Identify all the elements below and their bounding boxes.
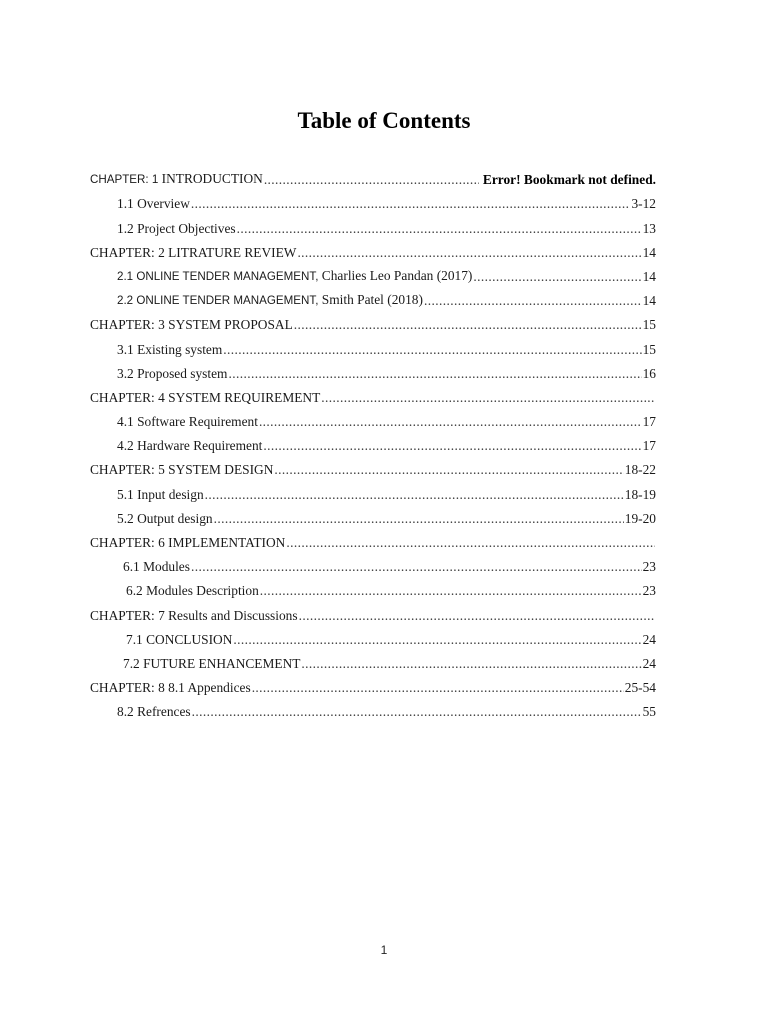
toc-entry-page: 25-54: [624, 680, 656, 696]
toc-entry-page: 23: [642, 583, 656, 599]
dot-leader: [473, 268, 641, 285]
toc-entry-2-2[interactable]: [90, 285, 656, 309]
toc-entry-chapter-7[interactable]: [90, 599, 656, 623]
toc-entry-label: CHAPTER: 2 LITRATURE REVIEW: [90, 244, 297, 260]
toc-entry-page: 14: [642, 244, 656, 260]
toc-entry-label: 7.2 FUTURE ENHANCEMENT: [123, 655, 301, 671]
toc-entry-chapter-8[interactable]: [90, 672, 656, 696]
toc-entry-label: 3.1 Existing system: [117, 341, 223, 357]
toc-entry-1-2[interactable]: [90, 212, 656, 236]
dot-leader: [259, 413, 642, 430]
dot-leader: [263, 437, 641, 454]
toc-entry-page: 16: [642, 365, 656, 381]
dot-leader: [252, 679, 624, 696]
toc-entry-page: 17: [642, 414, 656, 430]
toc-entry-page: 18-22: [624, 462, 656, 478]
page-title: Table of Contents: [297, 108, 471, 133]
toc-entry-label: 1.1 Overview: [117, 196, 190, 212]
dot-leader: [321, 389, 655, 406]
toc-entry-label: Smith Patel (2018): [318, 292, 423, 308]
toc-entry-page: 15: [642, 341, 656, 357]
toc-entry-page: 14: [642, 293, 656, 309]
dot-leader: [424, 292, 642, 309]
toc-entry-chapter-3[interactable]: [90, 309, 656, 333]
toc-entry-4-1[interactable]: [90, 406, 656, 430]
toc-entry-label: 4.2 Hardware Requirement: [117, 438, 263, 454]
toc-entry-7-1[interactable]: [90, 624, 656, 648]
toc-entry-label: INTRODUCTION: [158, 171, 263, 187]
toc-entry-label: 7.1 CONCLUSION: [126, 631, 233, 647]
toc-entry-label: CHAPTER: 5 SYSTEM DESIGN: [90, 462, 274, 478]
dot-leader: [260, 582, 642, 599]
toc-entry-3-2[interactable]: [90, 358, 656, 382]
dot-leader: [223, 341, 641, 358]
toc-entry-page: 14: [642, 268, 656, 284]
toc-entry-page: 17: [642, 438, 656, 454]
toc-entry-3-1[interactable]: [90, 333, 656, 357]
table-of-contents: [90, 164, 656, 720]
toc-entry-label: CHAPTER: 8 8.1 Appendices: [90, 680, 251, 696]
toc-entry-7-2[interactable]: [90, 648, 656, 672]
dot-leader: [294, 316, 642, 333]
dot-leader: [205, 486, 624, 503]
toc-entry-label: CHAPTER: 4 SYSTEM REQUIREMENT: [90, 389, 321, 405]
toc-entry-page: 18-19: [624, 486, 656, 502]
dot-leader: [214, 510, 624, 527]
toc-entry-prefix: 2.2 ONLINE TENDER MANAGEMENT,: [117, 294, 319, 308]
dot-leader: [237, 220, 642, 237]
toc-entry-6-2[interactable]: [90, 575, 656, 599]
toc-entry-label: CHAPTER: 6 IMPLEMENTATION: [90, 535, 286, 550]
dot-leader: [297, 244, 641, 261]
toc-entry-page: 24: [642, 655, 656, 671]
toc-entry-page: 24: [642, 631, 656, 647]
dot-leader: [191, 195, 631, 212]
toc-entry-label: 1.2 Project Objectives: [117, 220, 236, 236]
toc-entry-label: 8.2 Refrences: [117, 704, 191, 720]
toc-entry-1-1[interactable]: [90, 188, 656, 212]
dot-leader: [228, 365, 641, 382]
toc-entry-5-2[interactable]: [90, 503, 656, 527]
page-number: 1: [380, 943, 388, 957]
toc-entry-chapter-6[interactable]: [90, 527, 656, 551]
toc-entry-chapter-1[interactable]: [90, 164, 656, 188]
dot-leader: [264, 171, 479, 188]
toc-entry-page: 15: [642, 317, 656, 333]
dot-leader: [274, 461, 623, 478]
toc-entry-page-error: Error! Bookmark not defined.: [482, 172, 656, 188]
toc-entry-2-1[interactable]: [90, 261, 656, 285]
toc-entry-page: 55: [642, 704, 656, 720]
toc-entry-label: CHAPTER: 3 SYSTEM PROPOSAL: [90, 317, 293, 333]
dot-leader: [233, 631, 641, 648]
toc-entry-chapter-2[interactable]: [90, 237, 656, 261]
toc-entry-label: 5.2 Output design: [117, 510, 213, 526]
toc-entry-5-1[interactable]: [90, 478, 656, 502]
toc-entry-page: 3-12: [631, 196, 656, 212]
dot-leader: [301, 655, 641, 672]
dot-leader: [299, 607, 655, 624]
toc-entry-label: 6.1 Modules: [123, 559, 190, 575]
toc-entry-label: 3.2 Proposed system: [117, 365, 228, 381]
toc-entry-label: Charlies Leo Pandan (2017): [318, 267, 473, 283]
dot-leader: [191, 558, 642, 575]
dot-leader: [192, 703, 642, 720]
dot-leader: [286, 534, 655, 551]
toc-entry-label: 4.1 Software Requirement: [117, 414, 258, 430]
toc-entry-chapter-5[interactable]: [90, 454, 656, 478]
toc-entry-page: 19-20: [624, 510, 656, 526]
toc-entry-label: 5.1 Input design: [117, 486, 204, 502]
toc-entry-6-1[interactable]: [90, 551, 656, 575]
toc-entry-prefix: CHAPTER: 1: [90, 173, 159, 187]
toc-entry-8-2[interactable]: [90, 696, 656, 720]
toc-entry-4-2[interactable]: [90, 430, 656, 454]
toc-entry-chapter-4[interactable]: [90, 382, 656, 406]
toc-entry-page: 13: [642, 220, 656, 236]
toc-entry-page: 23: [642, 559, 656, 575]
toc-entry-prefix: 2.1 ONLINE TENDER MANAGEMENT,: [117, 269, 319, 283]
toc-entry-label: CHAPTER: 7 Results and Discussions: [90, 607, 298, 623]
toc-entry-label: 6.2 Modules Description: [126, 583, 259, 599]
